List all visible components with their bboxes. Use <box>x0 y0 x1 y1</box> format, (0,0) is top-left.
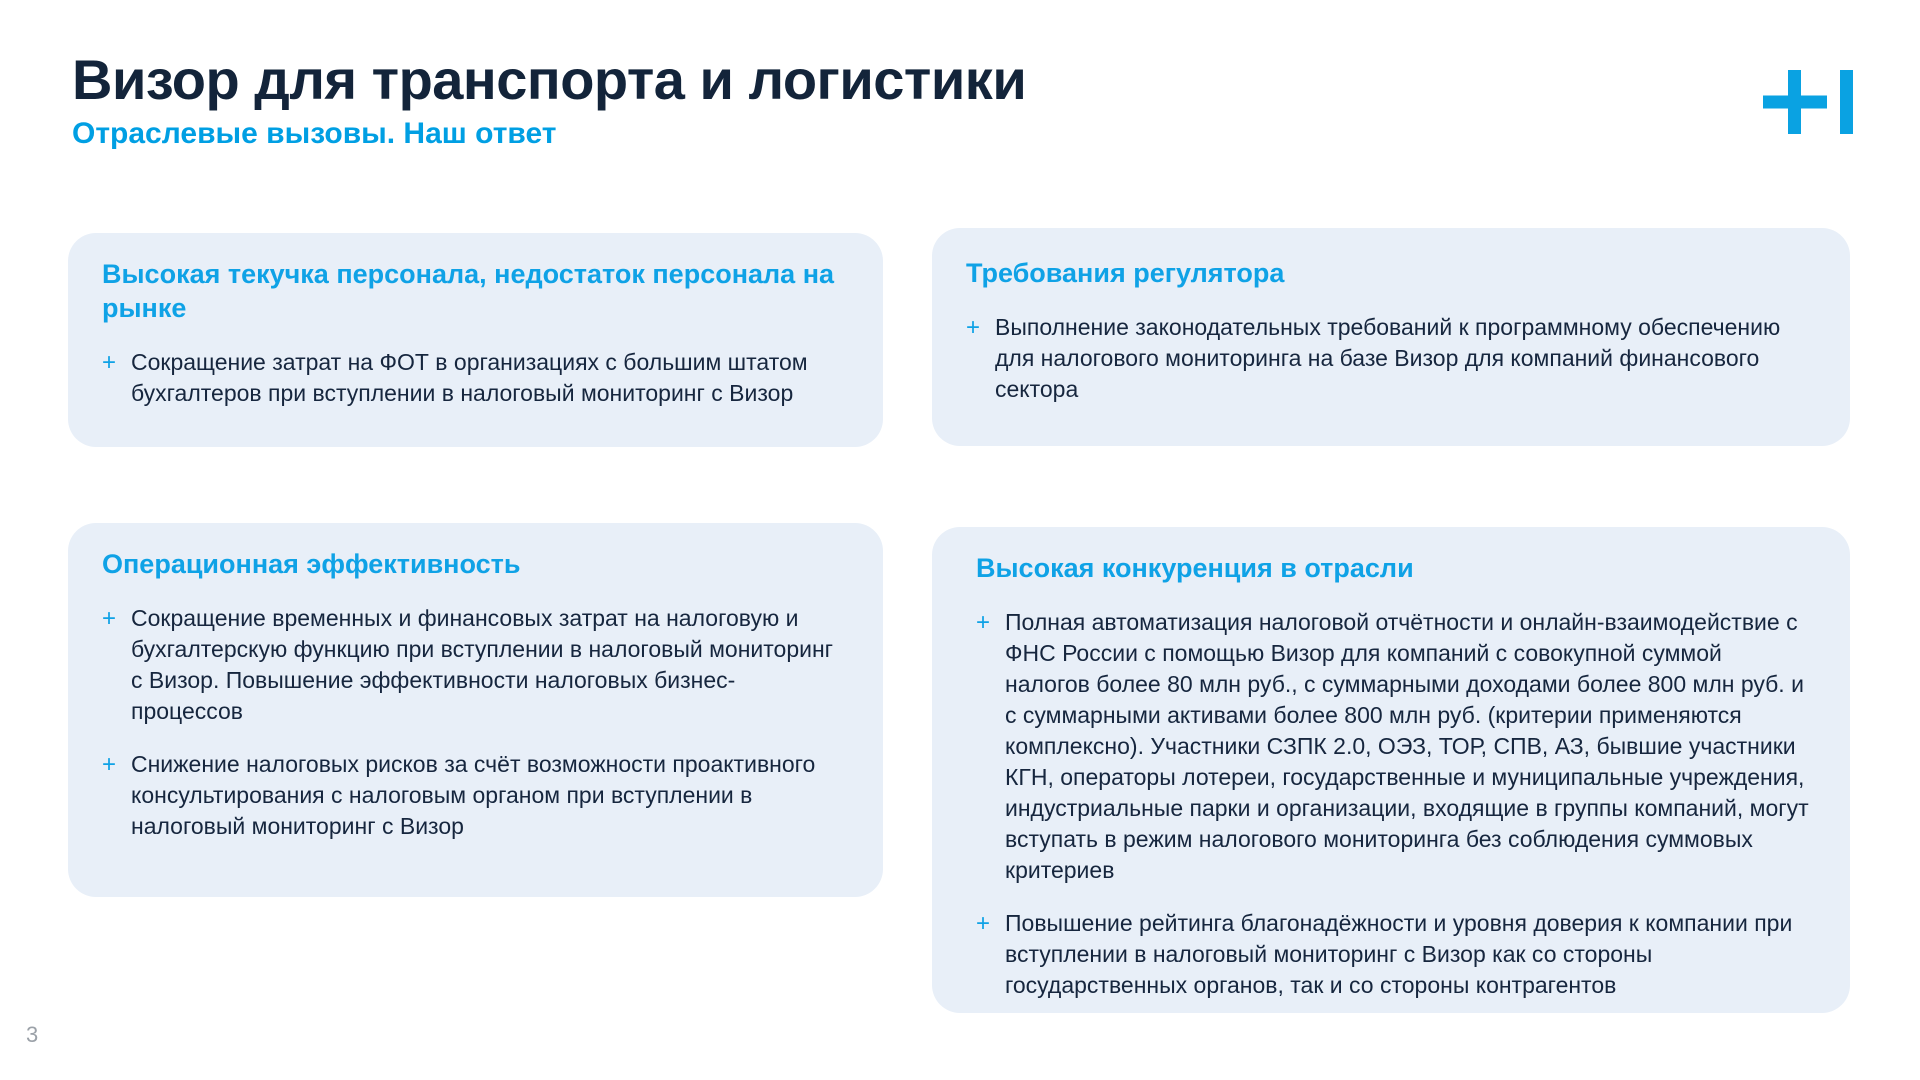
plus-bullet-icon: + <box>976 910 991 938</box>
page-title: Визор для транспорта и логистики <box>72 48 1027 111</box>
card-title: Высокая текучка персонала, недостаток персонала на рынке <box>102 259 835 324</box>
bullet-item <box>102 347 845 409</box>
bullet-item <box>976 607 1812 886</box>
card-operational-efficiency <box>68 523 883 897</box>
card-title: Требования регулятора <box>966 258 1285 288</box>
card-industry-competition <box>932 527 1850 1013</box>
card-title: Высокая конкуренция в отрасли <box>976 553 1414 583</box>
plus-bullet-icon: + <box>966 314 981 342</box>
bullet-text: Выполнение законодательных требований к программному обеспечению для налогового мониторинга на базе Визор для компаний финансового сектора <box>995 314 1781 403</box>
bullet-text: Сокращение временных и финансовых затрат на налоговую и бухгалтерскую функцию при вступлении в налоговый мониторинг с Визор. Повышение эффективности налоговых бизнес-процессов <box>131 605 834 725</box>
bullet-text: Снижение налоговых рисков за счёт возможности проактивного консультирования с налоговым органом при вступлении в налоговый мониторинг с Визор <box>131 751 816 840</box>
page-subtitle: Отраслевые вызовы. Наш ответ <box>72 117 557 150</box>
bullet-item <box>966 312 1812 405</box>
plus-bullet-icon: + <box>102 349 117 377</box>
bullet-text: Сокращение затрат на ФОТ в организациях с большим штатом бухгалтеров при вступлении в налоговый мониторинг с Визор <box>131 349 808 407</box>
bullet-item <box>102 749 845 842</box>
bullet-text: Повышение рейтинга благонадёжности и уровня доверия к компании при вступлении в налоговый мониторинг с Визор как со стороны государственных органов, так и со стороны контрагентов <box>1005 910 1793 999</box>
card-title: Операционная эффективность <box>102 549 521 579</box>
card-regulator-requirements <box>932 228 1850 446</box>
page-number: 3 <box>26 1022 39 1047</box>
plus-bullet-icon: + <box>102 751 117 779</box>
bullet-item <box>976 908 1812 1001</box>
bullet-item <box>102 603 845 727</box>
card-staff-turnover <box>68 233 883 447</box>
plus-bullet-icon: + <box>976 609 991 637</box>
bullet-text: Полная автоматизация налоговой отчётности и онлайн-взаимодействие с ФНС России с помощью Визор для компаний с совокупной суммой налогов более 80 млн руб., с суммарными доходами более 800 млн руб. и с суммарными активами более 800 млн руб. (критерии применяются комплексно). Участники СЗПК 2.0, ОЭЗ, ТОР, СПВ, АЗ, бывшие участники КГН, операторы лотереи, государственные и муниципальные учреждения, индустриальные парки и организации, входящие в группы компаний, могут вступать в режим налогового мониторинга без соблюдения суммовых критериев <box>1005 609 1809 884</box>
plus-bullet-icon: + <box>102 605 117 633</box>
plus-one-logo-icon <box>1763 70 1853 134</box>
